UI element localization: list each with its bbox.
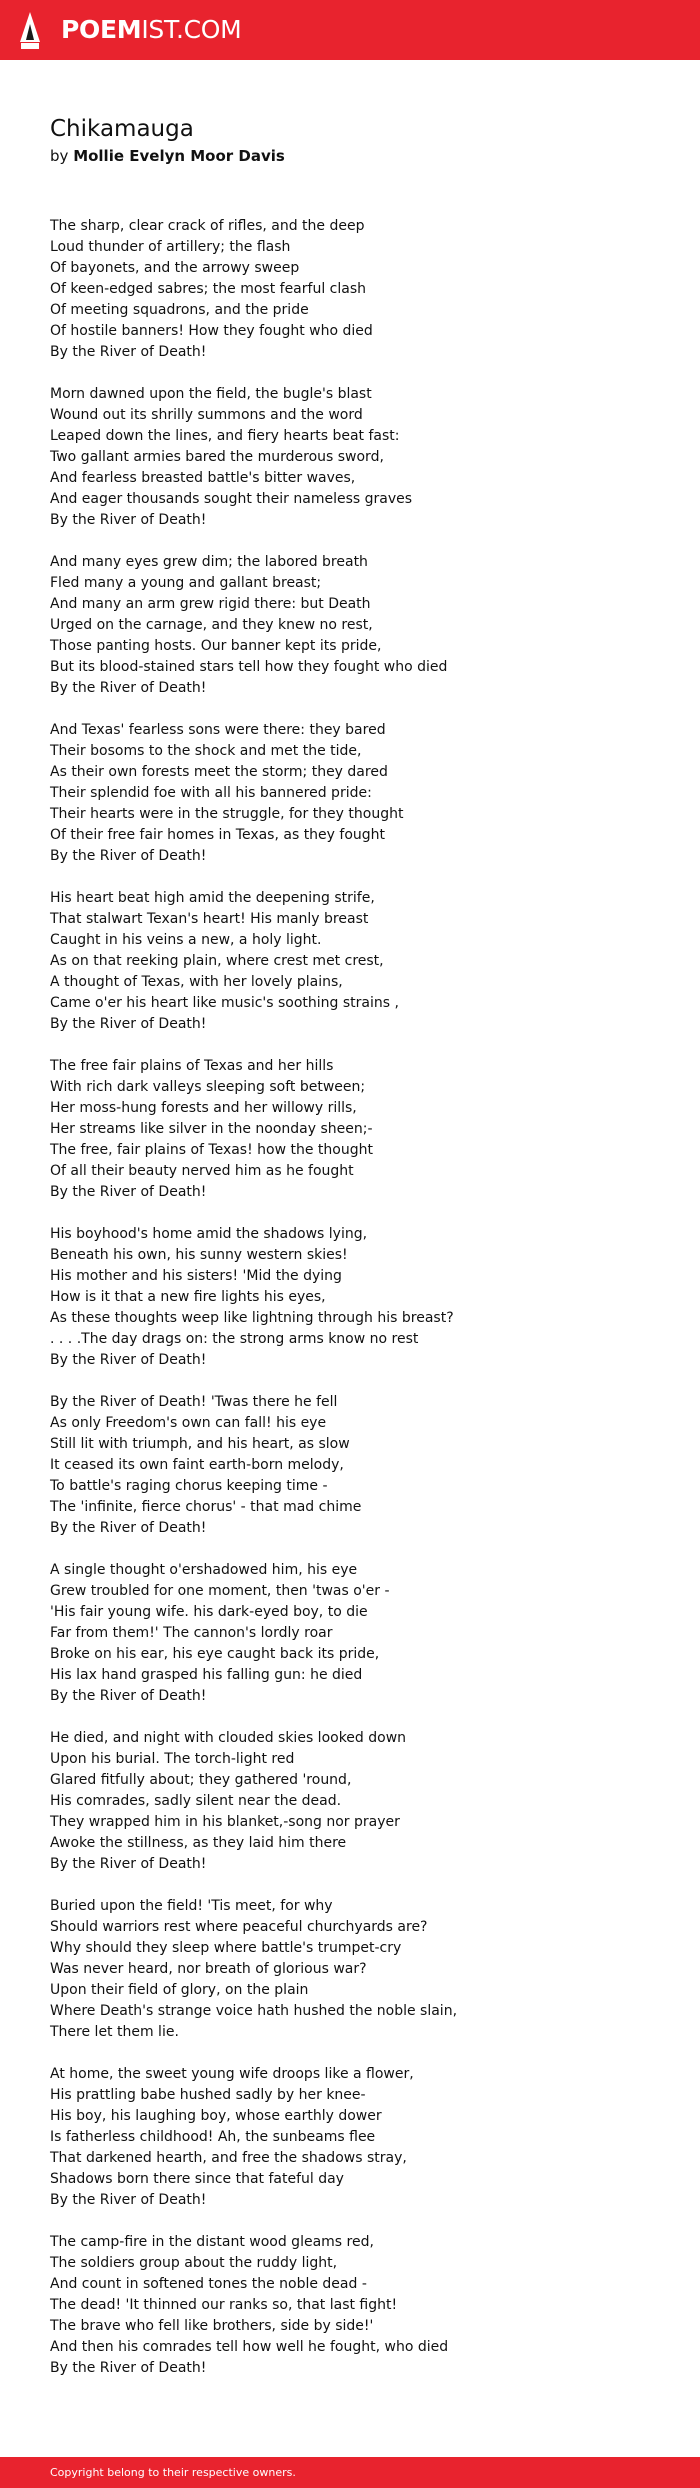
poem-line: By the River of Death! — [50, 2360, 207, 2376]
poem-line: His mother and his sisters! 'Mid the dying — [50, 1268, 342, 1284]
poem-line: How is it that a new fire lights his eyes, — [50, 1289, 326, 1305]
poem-line: The soldiers group about the ruddy light, — [50, 2255, 338, 2271]
poem-line: They wrapped him in his blanket,-song nor prayer — [50, 1814, 400, 1830]
poem-line: Upon his burial. The torch-light red — [50, 1751, 295, 1767]
poem-stanza — [50, 384, 650, 531]
poem-line: Still lit with triumph, and his heart, as slow — [50, 1436, 350, 1452]
poem-author: Mollie Evelyn Moor Davis — [73, 147, 285, 165]
poem-line: Two gallant armies bared the murderous sword, — [50, 449, 384, 465]
poem-line: By the River of Death! — [50, 848, 207, 864]
poem-line: And many eyes grew dim; the labored breath — [50, 554, 368, 570]
poem-stanza — [50, 216, 650, 363]
poem-line: The dead! 'It thinned our ranks so, that last fight! — [50, 2297, 398, 2313]
site-header — [0, 0, 700, 60]
poem-line: The camp-fire in the distant wood gleams red, — [50, 2234, 374, 2250]
poem-line: By the River of Death! — [50, 1688, 207, 1704]
poem-line: Buried upon the field! 'Tis meet, for why — [50, 1898, 333, 1914]
poem-line: Of meeting squadrons, and the pride — [50, 302, 309, 318]
poem-line: Was never heard, nor breath of glorious war? — [50, 1961, 367, 1977]
poem-line: Of keen-edged sabres; the most fearful clash — [50, 281, 366, 297]
poem-line: The free, fair plains of Texas! how the thought — [50, 1142, 373, 1158]
poem-stanza — [50, 552, 650, 699]
poem-line: And count in softened tones the noble dead - — [50, 2276, 367, 2292]
poem-line: The brave who fell like brothers, side by side!' — [50, 2318, 374, 2334]
poem-line: And many an arm grew rigid there: but Death — [50, 596, 371, 612]
poem-line: Wound out its shrilly summons and the word — [50, 407, 363, 423]
poem-line: With rich dark valleys sleeping soft between; — [50, 1079, 366, 1095]
copyright-notice: Copyright belong to their respective owners. — [50, 2466, 296, 2479]
poem-line: Those panting hosts. Our banner kept its pride, — [50, 638, 382, 654]
pen-nib-logo-icon[interactable] — [18, 11, 42, 49]
poem-line: By the River of Death! — [50, 1352, 207, 1368]
poem-line: Her moss-hung forests and her willowy rills, — [50, 1100, 357, 1116]
poem-line: Far from them!' The cannon's lordly roar — [50, 1625, 333, 1641]
poem-stanza — [50, 1728, 650, 1875]
poem-line: It ceased its own faint earth-born melody, — [50, 1457, 344, 1473]
site-logo-text[interactable] — [61, 16, 241, 44]
poem-line: His boyhood's home amid the shadows lying, — [50, 1226, 368, 1242]
poem-line: Their bosoms to the shock and met the tide, — [50, 743, 362, 759]
poem-line: Why should they sleep where battle's trumpet-cry — [50, 1940, 402, 1956]
poem-line: Broke on his ear, his eye caught back its pride, — [50, 1646, 380, 1662]
poem-stanza — [50, 720, 650, 867]
poem-line: Her streams like silver in the noonday sheen;- — [50, 1121, 373, 1137]
poem-line: As only Freedom's own can fall! his eye — [50, 1415, 327, 1431]
poem-line: By the River of Death! 'Twas there he fell — [50, 1394, 338, 1410]
poem-line: Their splendid foe with all his bannered pride: — [50, 785, 372, 801]
poem-line: His comrades, sadly silent near the dead. — [50, 1793, 342, 1809]
poem-content — [50, 115, 650, 2400]
poem-line: And eager thousands sought their nameless graves — [50, 491, 413, 507]
poem-line: Of hostile banners! How they fought who died — [50, 323, 373, 339]
poem-line: By the River of Death! — [50, 2192, 207, 2208]
poem-line: Is fatherless childhood! Ah, the sunbeams flee — [50, 2129, 376, 2145]
poem-line: That darkened hearth, and free the shadows stray, — [50, 2150, 407, 2166]
poem-line: Beneath his own, his sunny western skies! — [50, 1247, 348, 1263]
poem-line: Upon their field of glory, on the plain — [50, 1982, 309, 1998]
poem-line: Fled many a young and gallant breast; — [50, 575, 322, 591]
poem-line: . . . .The day drags on: the strong arms know no rest — [50, 1331, 419, 1347]
poem-line: Shadows born there since that fateful day — [50, 2171, 344, 2187]
poem-line: But its blood-stained stars tell how they fought who died — [50, 659, 448, 675]
poem-line: 'His fair young wife. his dark-eyed boy, to die — [50, 1604, 368, 1620]
poem-line: Of their free fair homes in Texas, as they fought — [50, 827, 386, 843]
poem-line: Where Death's strange voice hath hushed the noble slain, — [50, 2003, 458, 2019]
poem-title: Chikamauga — [50, 116, 194, 142]
poem-line: Morn dawned upon the field, the bugle's blast — [50, 386, 372, 402]
byline-prefix: by — [50, 147, 69, 165]
poem-line: He died, and night with clouded skies looked down — [50, 1730, 407, 1746]
poem-line: His prattling babe hushed sadly by her knee- — [50, 2087, 366, 2103]
poem-line: Grew troubled for one moment, then 'twas o'er - — [50, 1583, 390, 1599]
poem-line: The free fair plains of Texas and her hills — [50, 1058, 334, 1074]
poem-stanza — [50, 1896, 650, 2043]
poem-line: Of all their beauty nerved him as he fought — [50, 1163, 354, 1179]
poem-line: Loud thunder of artillery; the flash — [50, 239, 291, 255]
poem-line: A single thought o'ershadowed him, his eye — [50, 1562, 358, 1578]
poem-line: By the River of Death! — [50, 344, 207, 360]
poem-line: Urged on the carnage, and they knew no rest, — [50, 617, 373, 633]
poem-line: By the River of Death! — [50, 680, 207, 696]
poem-line: And then his comrades tell how well he fought, who died — [50, 2339, 449, 2355]
poem-line: Their hearts were in the struggle, for they thought — [50, 806, 404, 822]
poem-line: And Texas' fearless sons were there: they bared — [50, 722, 386, 738]
poem-stanza — [50, 1560, 650, 1707]
poem-line: His lax hand grasped his falling gun: he died — [50, 1667, 363, 1683]
poem-stanza — [50, 1056, 650, 1203]
poem-line: That stalwart Texan's heart! His manly breast — [50, 911, 369, 927]
poem-stanza — [50, 1392, 650, 1539]
poem-line: At home, the sweet young wife droops like a flower, — [50, 2066, 414, 2082]
poem-byline — [50, 146, 650, 166]
poem-line: Should warriors rest where peaceful churchyards are? — [50, 1919, 428, 1935]
poem-line: A thought of Texas, with her lovely plains, — [50, 974, 343, 990]
poem-line: As their own forests meet the storm; they dared — [50, 764, 388, 780]
poem-line: Of bayonets, and the arrowy sweep — [50, 260, 300, 276]
poem-line: The sharp, clear crack of rifles, and the deep — [50, 218, 365, 234]
poem-line: As on that reeking plain, where crest met crest, — [50, 953, 384, 969]
poem-line: Awoke the stillness, as they laid him there — [50, 1835, 347, 1851]
poem-stanza — [50, 2232, 650, 2379]
poem-line: The 'infinite, fierce chorus' - that mad chime — [50, 1499, 362, 1515]
poem-line: By the River of Death! — [50, 1184, 207, 1200]
poem-stanza — [50, 2064, 650, 2211]
poem-line: Caught in his veins a new, a holy light. — [50, 932, 322, 948]
poem-line: Glared fitfully about; they gathered 'round, — [50, 1772, 352, 1788]
poem-line: And fearless breasted battle's bitter waves, — [50, 470, 356, 486]
poem-line: His boy, his laughing boy, whose earthly dower — [50, 2108, 382, 2124]
poem-line: There let them lie. — [50, 2024, 179, 2040]
poem-line: By the River of Death! — [50, 1520, 207, 1536]
poem-line: By the River of Death! — [50, 512, 207, 528]
poem-line: To battle's raging chorus keeping time - — [50, 1478, 328, 1494]
poem-line: By the River of Death! — [50, 1016, 207, 1032]
logo-light-part: IST.COM — [141, 15, 242, 44]
logo-bold-part: POEM — [61, 15, 142, 44]
poem-stanza — [50, 888, 650, 1035]
poem-line: His heart beat high amid the deepening strife, — [50, 890, 375, 906]
poem-line: By the River of Death! — [50, 1856, 207, 1872]
poem-stanza — [50, 1224, 650, 1371]
site-footer — [0, 2457, 700, 2488]
poem-body — [50, 216, 650, 2379]
poem-line: Leaped down the lines, and fiery hearts beat fast: — [50, 428, 400, 444]
poem-line: Came o'er his heart like music's soothing strains , — [50, 995, 399, 1011]
poem-line: As these thoughts weep like lightning through his breast? — [50, 1310, 454, 1326]
